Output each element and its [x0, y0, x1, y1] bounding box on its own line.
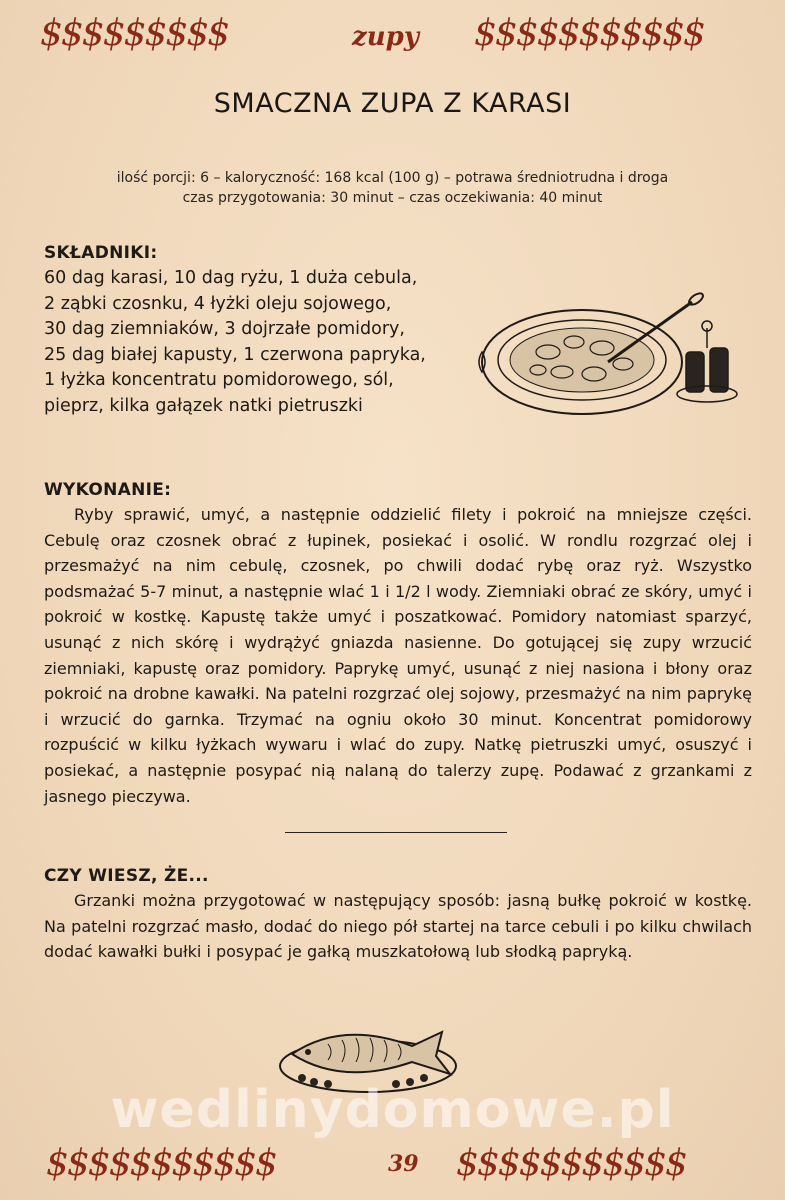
ingredient-line: 2 ząbki czosnku, 4 łyżki oleju sojowego,	[44, 293, 392, 314]
recipe-meta-servings: ilość porcji: 6 – kaloryczność: 168 kcal (100 g) – potrawa średniotrudna i droga	[116, 170, 669, 186]
soup-plate-illustration	[478, 282, 750, 422]
page-number: 39	[388, 1151, 419, 1177]
footer-flourish-right: $$$$$$$$$$$	[456, 1143, 686, 1184]
header-flourish-right: $$$$$$$$$$$	[474, 13, 704, 54]
ingredients-list	[44, 266, 484, 420]
ingredient-line: 1 łyżka koncentratu pomidorowego, sól,	[44, 370, 394, 391]
ingredient-line: 30 dag ziemniaków, 3 dojrzałe pomidory,	[44, 319, 405, 340]
method-text: Ryby sprawić, umyć, a następnie oddzielić filety i pokroić na mniejsze części. Cebulę oraz czosnek obrać z łupinek, posiekać i osolić. W rondlu rozgrzać olej i przesmażyć na nim cebulę, czosnek, po chwili dodać rybę oraz ryż. Wszystko podsmażać 5-7 minut, a następnie wlać 1 i 1/2 l wody. Ziemniaki obrać ze skóry, umyć i pokroić w kostkę. Kapustę także umyć i poszatkować. Pomidory natomiast sparzyć, usunąć z nich skórę i wydrążyć gniazda nasienne. Do gotującej się zupy wrzucić ziemniaki, kapustę oraz pomidory. Paprykę umyć, usunąć z niej nasiona i błony oraz pokroić na drobne kawałki. Na patelni rozgrzać olej sojowy, przesmażyć na nim paprykę i wrzucić do garnka. Trzymać na ogniu około 30 minut. Koncentrat pomidorowy rozpuścić w kilku łyżkach wywaru i wlać do zupy. Natkę pietruszki umyć, osuszyć i posiekać, a następnie posypać nią nalaną do talerzy zupę. Podawać z grzankami z jasnego pieczywa.	[44, 505, 752, 806]
recipe-meta-time: czas przygotowania: 30 minut – czas oczekiwania: 40 minut	[182, 190, 603, 206]
header-flourish-left: $$$$$$$$$	[40, 13, 229, 54]
divider	[285, 832, 507, 833]
tip-text: Grzanki można przygotować w następujący sposób: jasną bułkę pokroić w kostkę. Na patelni rozgrzać masło, dodać do niego pół startej na tarce cebuli i po kilku chwilach dodać kawałki bułki i posypać je gałką muszkatołową lub słodką papryką.	[44, 891, 752, 962]
recipe-title: SMACZNA ZUPA Z KARASI	[213, 88, 572, 119]
ingredient-line: 60 dag karasi, 10 dag ryżu, 1 duża cebula,	[44, 268, 418, 288]
ingredient-line: pieprz, kilka gałązek natki pietruszki	[44, 395, 363, 416]
ingredient-line: 25 dag białej kapusty, 1 czerwona papryka,	[44, 344, 426, 365]
tip-heading: CZY WIESZ, ŻE...	[44, 866, 209, 886]
method-heading: WYKONANIE:	[44, 480, 172, 500]
section-title: zupy	[352, 22, 419, 52]
watermark: wedlinydomowe.pl	[110, 1080, 675, 1140]
ingredients-heading: SKŁADNIKI:	[44, 243, 158, 263]
footer-flourish-left: $$$$$$$$$$$	[46, 1143, 276, 1184]
